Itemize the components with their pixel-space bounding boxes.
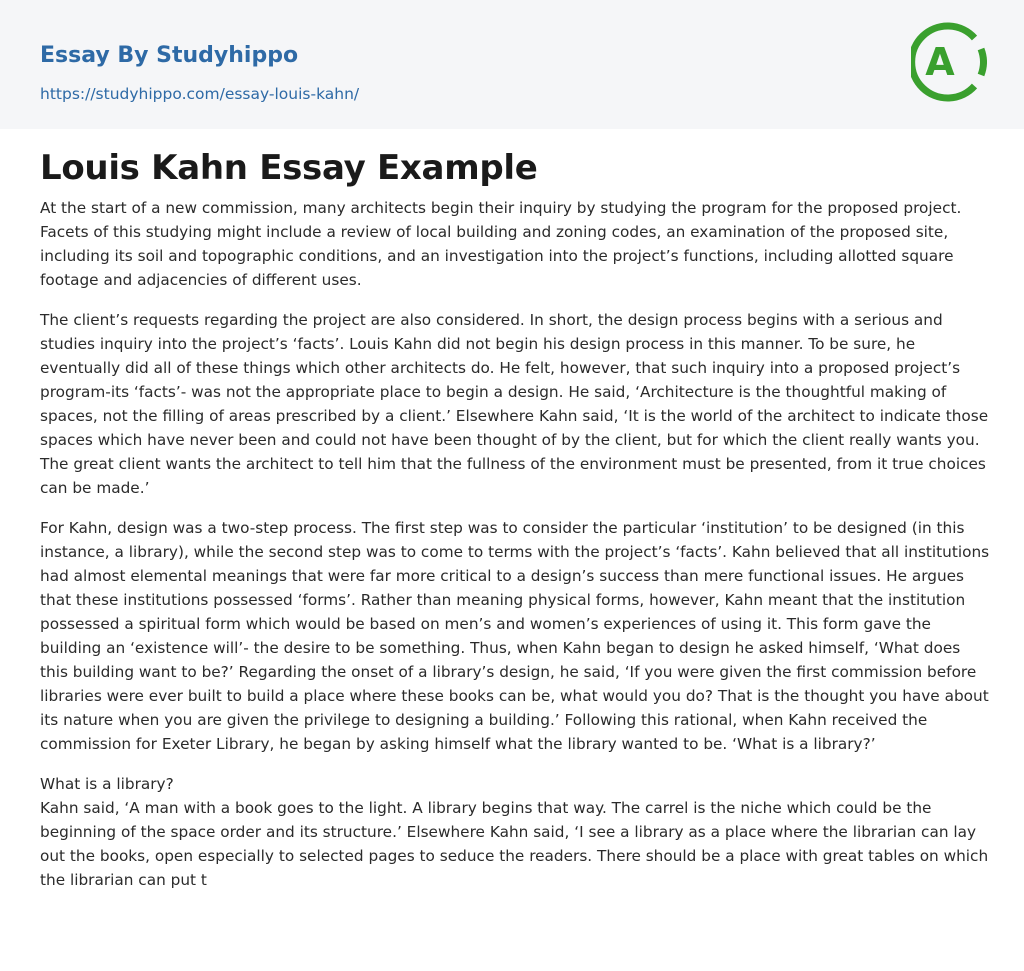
subheading-what-is-a-library: What is a library? xyxy=(40,775,174,793)
brand-title[interactable]: Essay By Studyhippo xyxy=(40,43,299,68)
site-header xyxy=(0,0,1024,129)
page-url-link[interactable]: https://studyhippo.com/essay-louis-kahn/ xyxy=(40,85,360,103)
logo-ring-right xyxy=(981,49,983,75)
page-title: Louis Kahn Essay Example xyxy=(40,148,538,188)
paragraph-2: The client’s requests regarding the project are also considered. In short, the design process begins with a serious and studies inquiry into the project’s ‘facts’. Louis Kahn did not begin his design process in this manner. To be sure, he eventually did all of these things which other architects do. He felt, however, that such inquiry into a proposed project’s program-its ‘facts’- was not the appropriate place to begin a design. He said, ‘Architecture is the thoughtful making of spaces, not the filling of areas prescribed by a client.’ Elsewhere Kahn said, ‘It is the world of the architect to indicate those spaces which have never been and could not have been thought of by the client, but for which the client really wants you. The great client wants the architect to tell him that the fullness of the environment must be presented, from it true choices can be made.’ xyxy=(40,311,989,497)
logo-letter: A xyxy=(925,40,955,84)
studyhippo-logo[interactable] xyxy=(911,19,987,105)
paragraph-1: At the start of a new commission, many architects begin their inquiry by studying the program for the proposed project. Facets of this studying might include a review of local building and zoning codes, an examination of the proposed site, including its soil and topographic conditions, and an investigation into the project’s functions, including allotted square footage and adjacencies of different uses. xyxy=(40,199,962,289)
article xyxy=(40,146,990,908)
paragraph-4: Kahn said, ‘A man with a book goes to the light. A library begins that way. The carrel is the niche which could be the beginning of the space order and its structure.’ Elsewhere Kahn said, ‘I see a library as a place where the librarian can lay out the books, open especially to selected pages to seduce the readers. There should be a place with great tables on which the librarian can put t xyxy=(40,799,989,889)
paragraph-3: For Kahn, design was a two-step process. The first step was to consider the particular ‘institution’ to be designed (in this instance, a library), while the second step was to come to terms with the project’s ‘facts’. Kahn believed that all institutions had almost elemental meanings that were far more critical to a design’s success than mere functional issues. He argues that these institutions possessed ‘forms’. Rather than meaning physical forms, however, Kahn meant that the institution possessed a spiritual form which would be based on men’s and women’s experiences of using it. This form gave the building an ‘existence will’- the desire to be something. Thus, when Kahn began to design he asked himself, ‘What does this building want to be?’ Regarding the onset of a library’s design, he said, ‘If you were given the first commission before libraries were ever built to build a place where these books can be, what would you do? That is the thought you have about its nature when you are given the privilege to designing a building.’ Following this rational, when Kahn received the commission for Exeter Library, he began by asking himself what the library wanted to be. ‘What is a library?’ xyxy=(40,519,990,753)
